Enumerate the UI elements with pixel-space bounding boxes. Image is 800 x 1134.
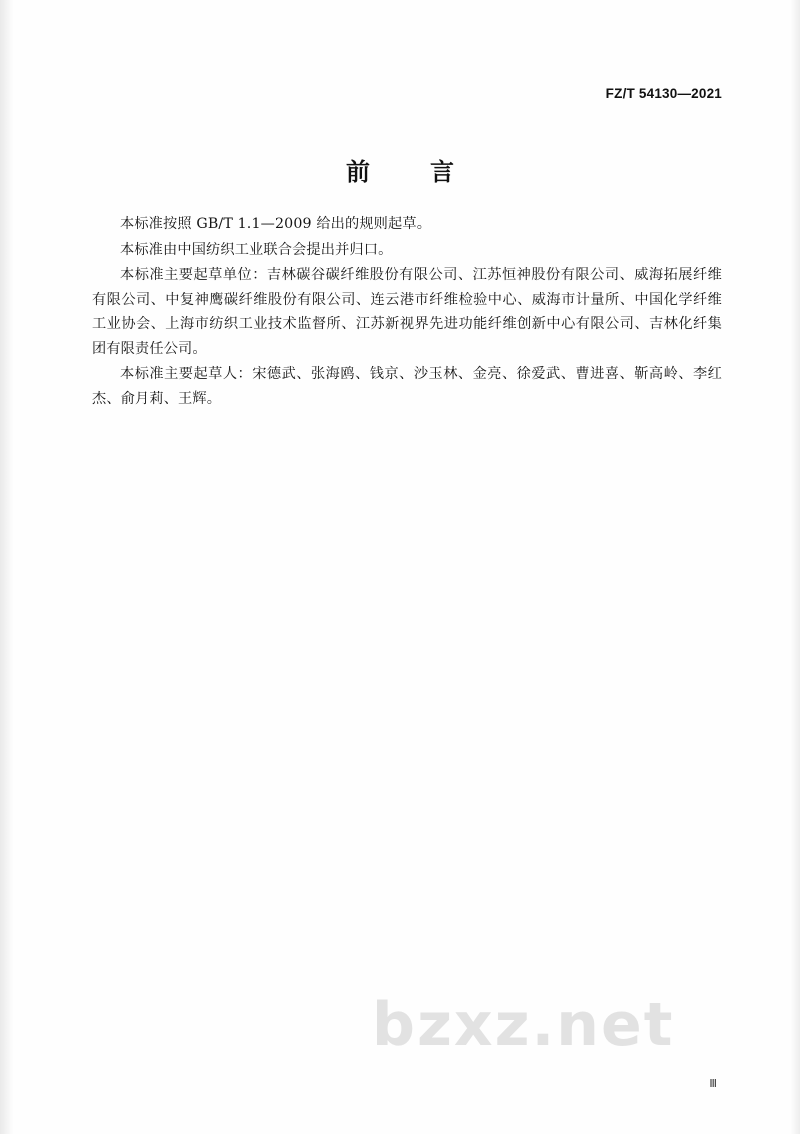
- paragraph: 本标准按照 GB/T 1.1—2009 给出的规则起草。: [120, 216, 432, 232]
- paragraph: 本标准主要起草人：宋德武、张海鸥、钱京、沙玉林、金亮、徐爱武、曹进喜、靳高岭、李红杰、俞月莉、王辉。: [92, 366, 722, 407]
- page-title: 前 言: [346, 157, 472, 186]
- foreword-body: [92, 212, 722, 412]
- paragraph: 本标准主要起草单位：吉林碳谷碳纤维股份有限公司、江苏恒神股份有限公司、威海拓展纤维有限公司、中复神鹰碳纤维股份有限公司、连云港市纤维检验中心、威海市计量所、中国化学纤维工业协会、上海市纺织工业技术监督所、江苏新视界先进功能纤维创新中心有限公司、吉林化纤集团有限责任公司。: [92, 267, 722, 357]
- standard-code-header: FZ/T 54130—2021: [605, 86, 722, 101]
- page-number: Ⅲ: [709, 1078, 718, 1090]
- watermark: bzxz.net: [372, 990, 675, 1060]
- paragraph: 本标准由中国纺织工业联合会提出并归口。: [120, 241, 393, 258]
